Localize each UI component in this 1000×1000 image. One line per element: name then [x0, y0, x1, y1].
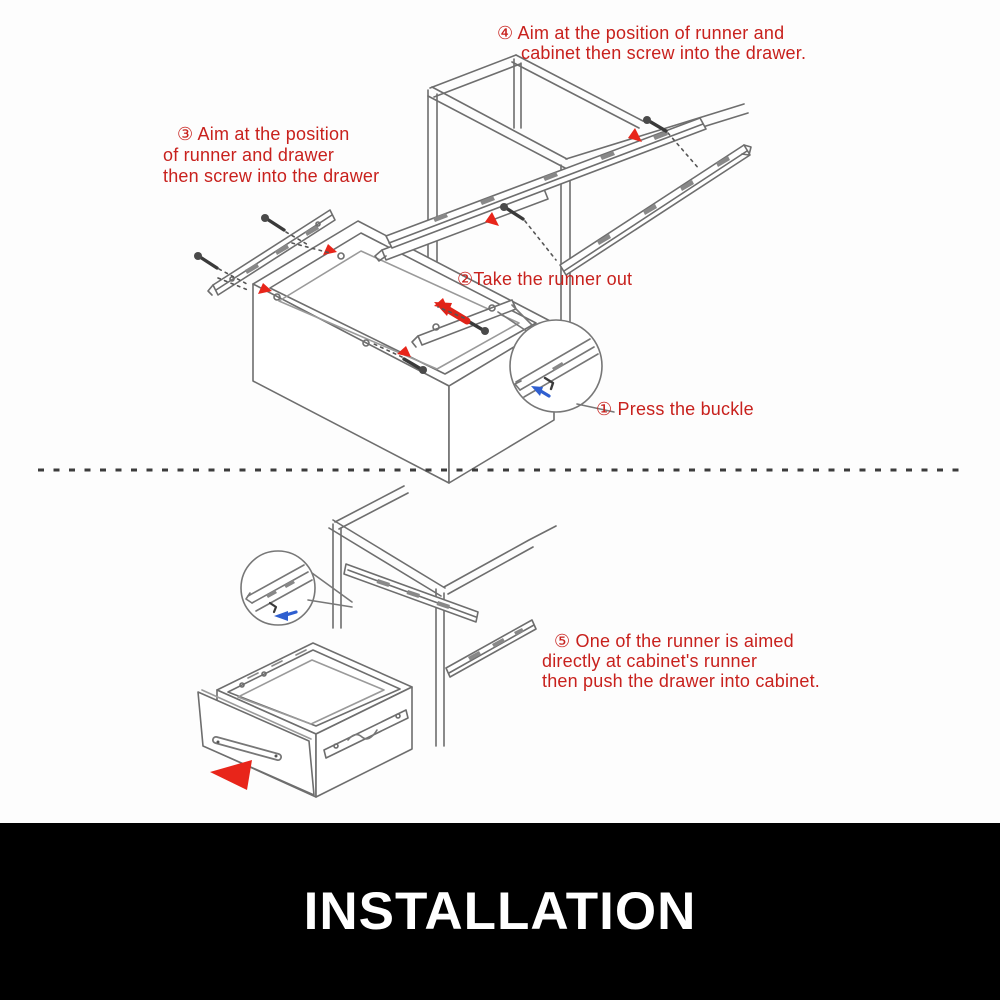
cabinet-runner-rail	[375, 118, 706, 261]
annotation-line: ⑤ One of the runner is aimed	[554, 631, 794, 651]
annotation-line: then screw into the drawer	[163, 166, 380, 186]
banner-title: INSTALLATION	[303, 882, 697, 941]
annotation-line: ③ Aim at the position	[177, 124, 350, 144]
annotation-line: directly at cabinet's runner	[542, 651, 758, 671]
annotation-line: ②Take the runner out	[457, 269, 633, 289]
cabinet-runner-rail	[344, 564, 478, 622]
screw-icon	[194, 252, 217, 268]
cabinet-runner-rail-right	[446, 620, 536, 677]
annotation-step5	[542, 631, 820, 691]
annotation-line: then push the drawer into cabinet.	[542, 671, 820, 691]
annotation-step1	[596, 399, 754, 419]
drawer-box	[198, 643, 412, 797]
magnifier-circle-icon	[241, 551, 352, 625]
annotation-line: ④ Aim at the position of runner and	[497, 23, 785, 43]
annotation-line: of runner and drawer	[163, 145, 335, 165]
banner	[0, 823, 1000, 1000]
annotation-line: cabinet then screw into the drawer.	[521, 43, 807, 63]
push-direction-arrow	[210, 760, 252, 790]
annotation-step4	[497, 23, 806, 63]
screw-icon	[643, 116, 666, 131]
annotation-line: ① Press the buckle	[596, 399, 754, 419]
annotation-step3	[163, 124, 379, 187]
bottom-diagram	[198, 486, 556, 797]
screw-icon	[261, 214, 284, 230]
annotation-step2	[457, 269, 632, 289]
